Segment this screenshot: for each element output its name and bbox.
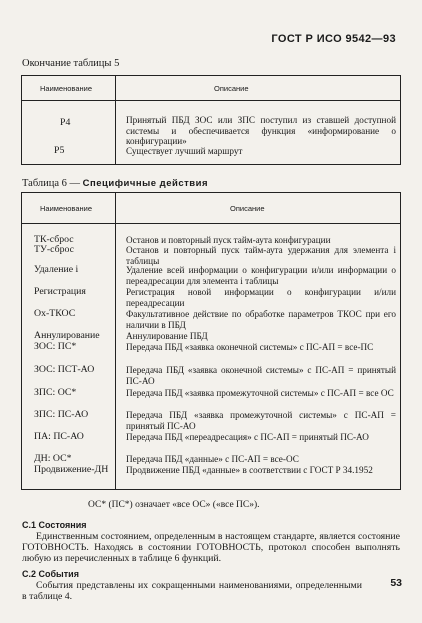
table6-caption-title: Специфичные действия <box>82 178 208 189</box>
table5-caption: Окончание таблицы 5 <box>22 58 120 69</box>
section-states-text: Единственным состоянием, определенным в настоящем стандарте, является состояние ГОТОВНОСТЬ. Находясь в состоянии ГОТОВНОСТЬ, протокол способен выполнять любую из перечисленных в таблице 6 функций. <box>22 531 400 564</box>
table6-row-desc: Регистрация новой информации о конфигурации и/или переадресации <box>126 287 396 308</box>
section-events <box>22 569 362 602</box>
table5-row-desc: Принятый ПБД ЗОС или ЗПС поступил из ставшей доступной системы и обеспечивается функция «информирование о конфигурации» <box>126 115 396 146</box>
document-header: ГОСТ Р ИСО 9542—93 <box>271 33 396 45</box>
section-states-title: С.1 Состояния <box>22 520 87 530</box>
table6-col-desc-header: Описание <box>230 204 265 213</box>
table6-row-name: Удаление i <box>34 264 79 275</box>
page-number: 53 <box>390 577 402 589</box>
table6-row-name: ЗПС: ПС-АО <box>34 409 89 420</box>
table6-row-desc: Продвижение ПБД «данные» в соответствии с ГОСТ Р 34.1952 <box>126 465 373 475</box>
table6-row-desc: Останов и повторный пуск тайм-аута конфигурации <box>126 235 331 245</box>
table5-row-name: P5 <box>54 145 65 156</box>
table6-row-name: ТУ-сброс <box>34 244 75 255</box>
table5-row-desc: Существует лучший маршрут <box>126 146 243 156</box>
table6-row-desc: Останов и повторный пуск тайм-аута удержания для элемента i таблицы <box>126 245 396 266</box>
table6-row-name: ПА: ПС-АО <box>34 431 84 442</box>
table6-caption-prefix: Таблица 6 — <box>22 178 81 189</box>
table5-col-desc-header: Описание <box>214 84 249 93</box>
table6-row-name: ЗОС: ПСТ-АО <box>34 364 95 375</box>
table6-column-divider <box>115 193 116 489</box>
table6-row-name: ДН: ОС* <box>34 453 72 464</box>
table6-row-desc: Передача ПБД «заявка оконечной системы» с ПС-АП = все-ПС <box>126 342 374 352</box>
section-states <box>22 520 400 564</box>
table6-row-desc: Передача ПБД «заявка оконечной системы» с ПС-АП = принятый ПС-АО <box>126 365 396 386</box>
table6-row-desc: Факультативное действие по обработке параметров ТКОС при его наличии в ПБД <box>126 309 396 330</box>
table6 <box>21 192 401 490</box>
table6-row-name: ЗОС: ПС* <box>34 341 77 352</box>
table6-row-name: ТК-сброс <box>34 234 74 245</box>
table6-footnote: ОС* (ПС*) означает «все ОС» («все ПС»). <box>88 500 260 510</box>
table6-row-desc: Передача ПБД «заявка промежуточной системы» с ПС-АП = все ОС <box>126 388 394 398</box>
table6-row-name: ЗПС: ОС* <box>34 387 77 398</box>
table6-col-name-header: Наименование <box>40 204 92 213</box>
table6-row-desc: Передача ПБД «переадресация» с ПС-АП = принятый ПС-АО <box>126 432 369 442</box>
section-events-text: События представлены их сокращенными наименованиями, определенными в таблице 4. <box>22 580 362 602</box>
table6-header-divider <box>22 223 400 224</box>
table6-row-desc: Аннулирование ПБД <box>126 331 208 341</box>
table6-row-name: Ох-ТКОС <box>34 308 76 319</box>
table6-row-name: Продвижение-ДН <box>34 464 109 475</box>
table5-col-name-header: Наименование <box>40 84 92 93</box>
table5-header-divider <box>22 100 400 101</box>
table6-row-name: Регистрация <box>34 286 86 297</box>
table5-row-name: P4 <box>60 117 71 128</box>
table6-caption <box>22 178 208 189</box>
table6-row-desc: Удаление всей информации о конфигурации и/или информации о переадресации для элемента i таблицы <box>126 265 396 286</box>
table6-row-name: Аннулирование <box>34 330 100 341</box>
table5 <box>21 75 401 165</box>
table6-row-desc: Передача ПБД «данные» с ПС-АП = все-ОС <box>126 454 299 464</box>
table6-row-desc: Передача ПБД «заявка промежуточной системы» с ПС-АП = принятый ПС-АО <box>126 410 396 431</box>
section-events-title: С.2 События <box>22 569 79 579</box>
